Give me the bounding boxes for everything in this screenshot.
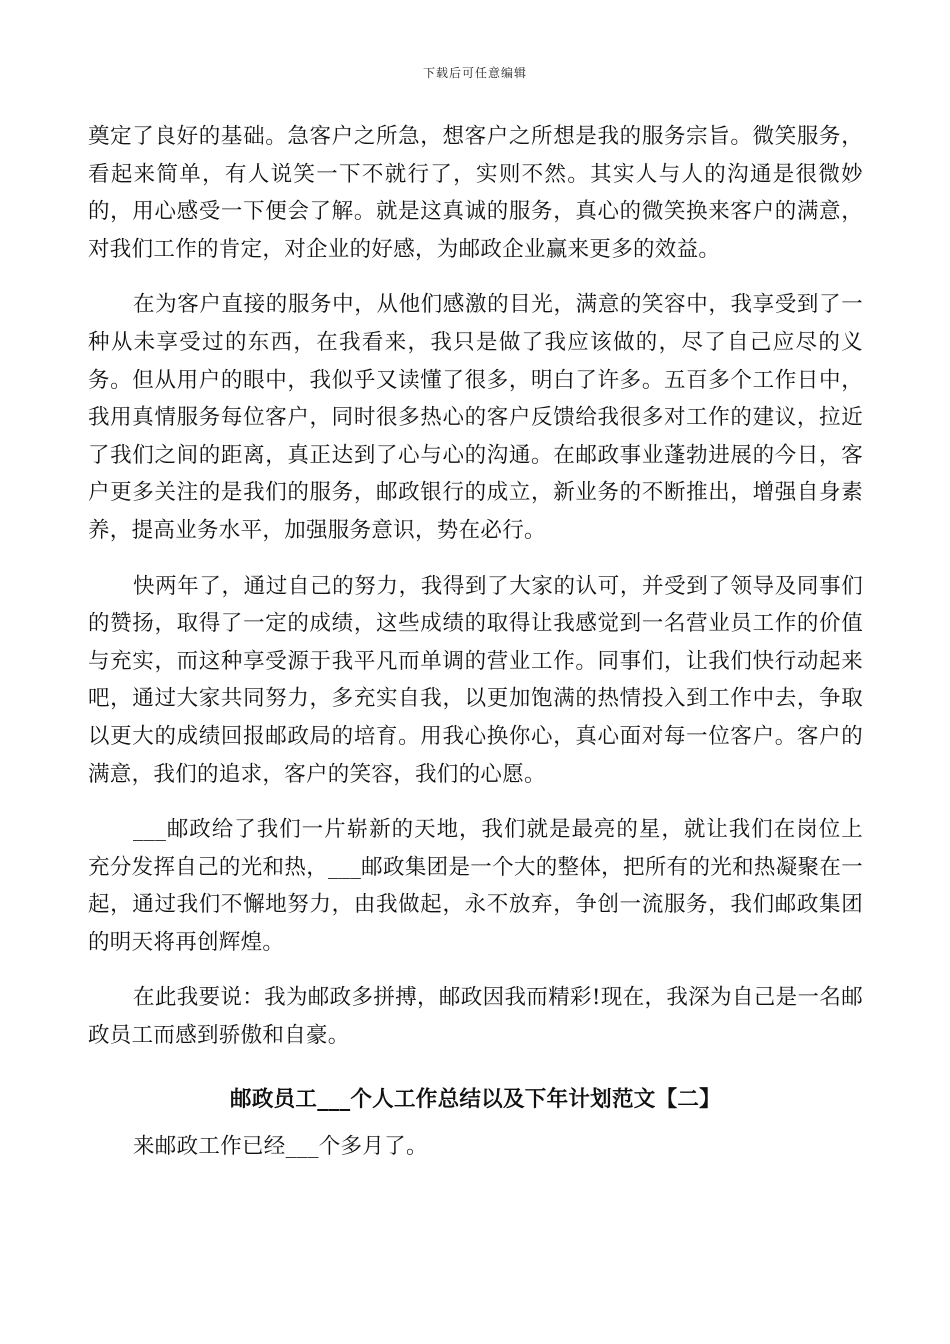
paragraph-closing-statement: 在此我要说：我为邮政多拼搏，邮政因我而精彩!现在，我深为自己是一名邮政员工而感到骄傲和自豪。 <box>88 985 863 1049</box>
section-heading: 邮政员工___个人工作总结以及下年计划范文【二】 <box>230 1086 721 1112</box>
paragraph-service-experience: 在为客户直接的服务中，从他们感激的目光，满意的笑容中，我享受到了一种从未享受过的东西，在我看来，我只是做了我应该做的，尽了自己应尽的义务。但从用户的眼中，我似乎又读懂了很多，明白了许多。五百多个工作日中，我用真情服务每位客户，同时很多热心的客户反馈给我很多对工作的建议，拉近了我们之间的距离，真正达到了心与心的沟通。在邮政事业蓬勃进展的今日，客户更多关注的是我们的服务，邮政银行的成立，新业务的不断推出，增强自身素养，提高业务水平，加强服务意识，势在必行。 <box>88 292 863 543</box>
document-body <box>88 118 863 1166</box>
paragraph-postal-group: ___邮政给了我们一片崭新的天地，我们就是最亮的星，就让我们在岗位上充分发挥自己的光和热，___邮政集团是一个大的整体，把所有的光和热凝聚在一起，通过我们不懈地努力，由我做起，永不放弃，争创一流服务，我们邮政集团的明天将再创辉煌。 <box>88 817 863 955</box>
paragraph-continuation: 奠定了良好的基础。急客户之所急，想客户之所想是我的服务宗旨。微笑服务，看起来简单，有人说笑一下不就行了，实则不然。其实人与人的沟通是很微妙的，用心感受一下便会了解。就是这真诚的服务，真心的微笑换来客户的满意，对我们工作的肯定，对企业的好感，为邮政企业赢来更多的效益。 <box>88 124 863 262</box>
page-header: 下载后可任意编辑 <box>422 66 527 80</box>
paragraph-two-years: 快两年了，通过自己的努力，我得到了大家的认可，并受到了领导及同事们的赞扬，取得了一定的成绩，这些成绩的取得让我感觉到一名营业员工作的价值与充实，而这种享受源于我平凡而单调的营业工作。同事们，让我们快行动起来吧，通过大家共同努力，多充实自我，以更加饱满的热情投入到工作中去，争取以更大的成绩回报邮政局的培育。用我心换你心，真心面对每一位客户。客户的满意，我们的追求，客户的笑容，我们的心愿。 <box>88 573 863 787</box>
paragraph-section-two-intro: 来邮政工作已经___个多月了。 <box>133 1134 428 1160</box>
